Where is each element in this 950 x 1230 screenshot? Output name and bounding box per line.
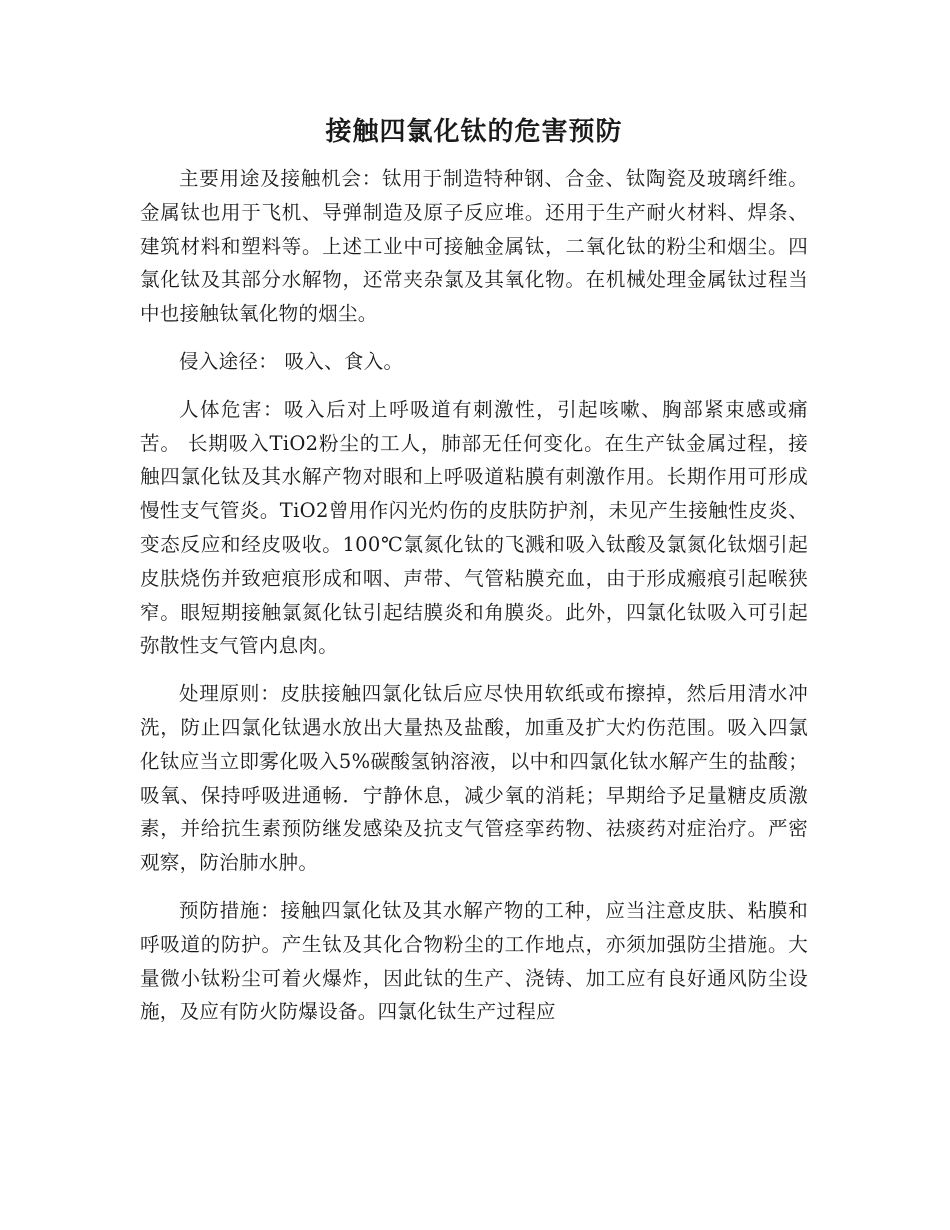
document-title: 接触四氯化钛的危害预防 <box>325 117 623 147</box>
document-page <box>140 108 808 1043</box>
paragraph-health-hazard: 人体危害：吸入后对上呼吸道有刺激性，引起咳嗽、胸部紧束感或痛苦。 长期吸入TiO2粉尘的工人，肺部无任何变化。在生产钛金属过程，接触四氯化钛及其水解产物对眼和上呼吸道粘膜有刺激作用。长期作用可形成慢性支气管炎。TiO2曾用作闪光灼伤的皮肤防护剂，未见产生接触性皮炎、变态反应和经皮吸收。100℃氯氮化钛的飞溅和吸入钛酸及氯氮化钛烟引起皮肤烧伤并致疤痕形成和咽、声带、气管粘膜充血，由于形成瘢痕引起喉狭窄。眼短期接触氯氮化钛引起结膜炎和角膜炎。此外，四氯化钛吸入可引起弥散性支气管内息肉。 <box>140 397 808 658</box>
paragraph-exposure-route: 侵入途径： 吸入、食入。 <box>179 349 404 373</box>
paragraph-usage: 主要用途及接触机会：钛用于制造特种钢、合金、钛陶瓷及玻璃纤维。金属钛也用于飞机、导弹制造及原子反应堆。还用于生产耐火材料、焊条、建筑材料和塑料等。上述工业中可接触金属钛，二氧化钛的粉尘和烟尘。四氯化钛及其部分水解物，还常夹杂氯及其氧化物。在机械处理金属钛过程当中也接触钛氧化物的烟尘。 <box>140 167 808 326</box>
paragraph-prevention: 预防措施：接触四氯化钛及其水解产物的工种，应当注意皮肤、粘膜和呼吸道的防护。产生钛及其化合物粉尘的工作地点，亦须加强防尘措施。大量微小钛粉尘可着火爆炸，因此钛的生产、浇铸、加工应有良好通风防尘设施，及应有防火防爆设备。四氯化钛生产过程应 <box>140 898 808 1024</box>
paragraph-treatment: 处理原则：皮肤接触四氯化钛后应尽快用软纸或布擦掉，然后用清水冲洗，防止四氯化钛遇水放出大量热及盐酸，加重及扩大灼伤范围。吸入四氯化钛应当立即雾化吸入5%碳酸氢钠溶液，以中和四氯化钛水解产生的盐酸；吸氧、保持呼吸进通畅．宁静休息，减少氧的消耗；早期给予足量糖皮质激素，并给抗生素预防继发感染及抗支气管痉挛药物、祛痰药对症治疗。严密观察，防治肺水肿。 <box>140 682 808 875</box>
